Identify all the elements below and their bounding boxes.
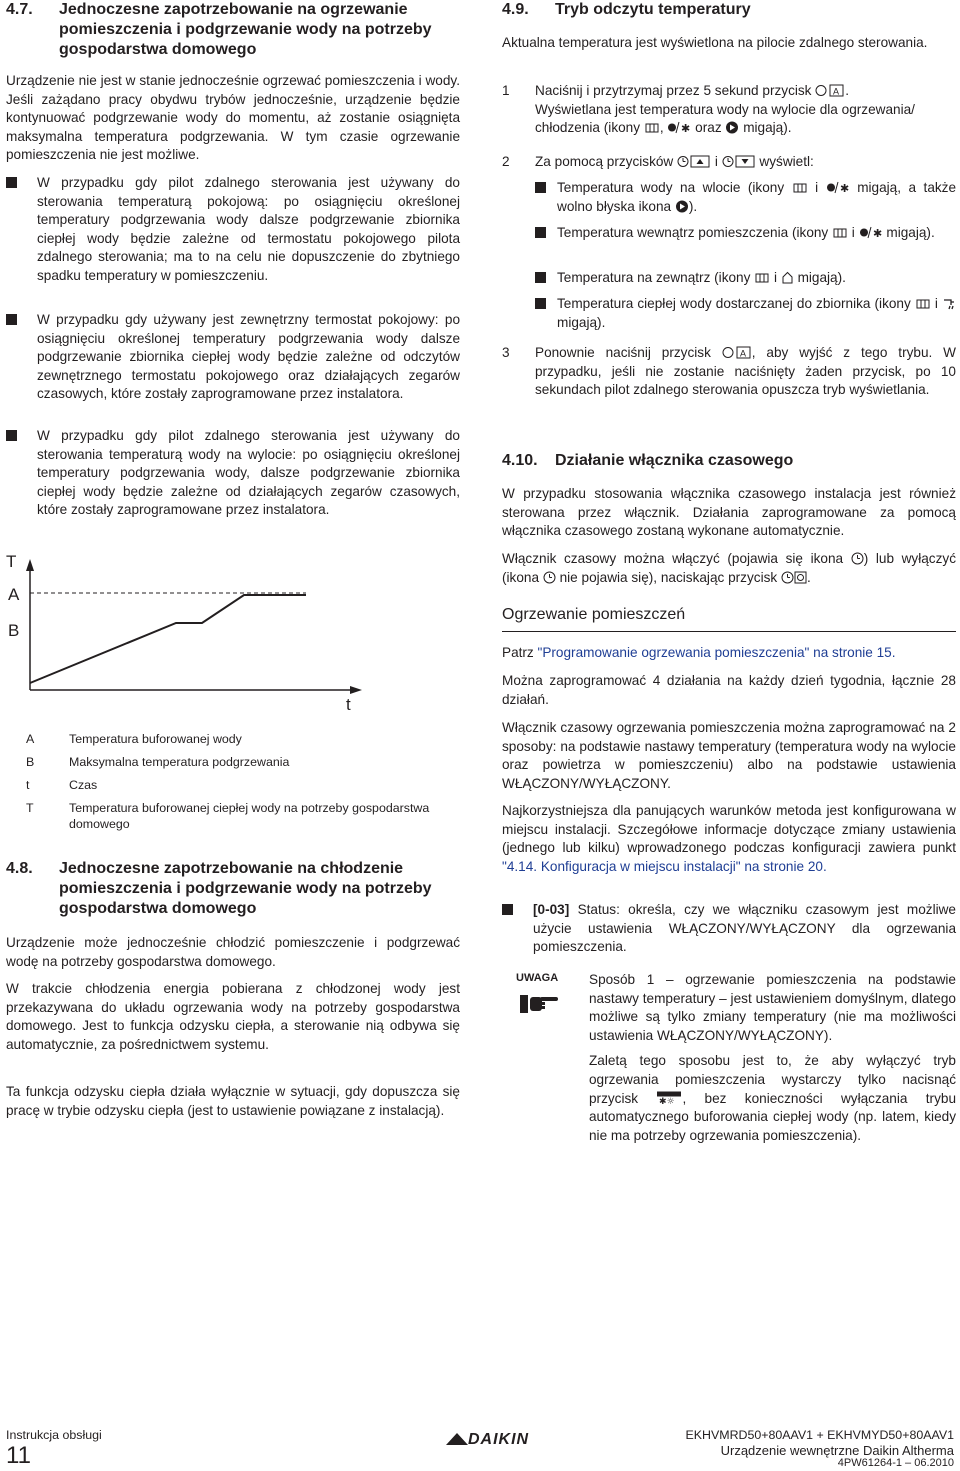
section-title: Działanie włącznika czasowego [555,452,794,469]
section-4-7-heading [6,0,460,60]
read-temperature-button-icon [815,84,845,97]
text-part: migają). [557,314,606,330]
step-text: Naciśnij i przytrzymaj przez 5 sekund przycisk A . Wyświetlana jest temperatura wody na wylocie dla ogrzewania/ chłodzenia (ikony , ✱ oraz migają). [535,83,915,136]
axis-label-t: t [346,695,351,714]
axis-label-B: B [8,621,20,640]
section-4-7-intro: Urządzenie nie jest w stanie jednocześnie ogrzewać pomieszczenia i wody. Jeśli zażądano pracy obydwu trybów jednocześnie, urządzenie będzie kontynuować podgrzewanie wody do momentu, aż zostanie osiągnięta maksymalna temperatura podgrzewania. W tym czasie ogrzewanie pomieszczenia nie jest możliwe. [6,73,460,163]
legend-item [6,754,460,770]
heating-cooling-icon [667,121,691,134]
step-text-part: , aby wyjść z tego trybu. W przypadku, jeśli nie zostanie naciśnięty żaden przycisk, po 10 sekundach pilot zdalnego sterowania opuszcza tryb wyświetlania. [535,345,957,398]
clock-icon [851,552,864,565]
list-item-text [557,269,956,288]
text-part: , bez konieczności wyłączania trybu automatycznego buforowania ciepłej wody (np. latem, kiedy nie ma potrzeby ogrzewania pomieszczenia). [589,1090,956,1143]
list-item-text: W przypadku gdy używany jest zewnętrzny termostat pokojowy: po osiągnięciu określonej temperatury podgrzewania wody dalsze podgrzewanie zbiornika ciepłej wody będzie zależne od odczytów zewnętrznego termostatu pokojowego oraz działających zegarów czasowych, które zostały zaprogramowane przez instalatora. [37,312,460,402]
setting-code: [0-03] [533,902,570,917]
note-label: UWAGA [516,972,559,984]
legend-text: Temperatura buforowanej wody [69,732,242,746]
text-part: i [815,180,819,195]
svg-text:A: A [833,86,840,97]
section-title: Tryb odczytu temperatury [555,1,751,18]
step-number: 2 [502,154,510,169]
clock-icon [543,571,556,584]
list-item [535,179,956,216]
text-part: Status: określa, czy we włączniku czasowym jest możliwe użycie ustawienia WŁĄCZONY/WYŁĄCZONY dla ogrzewania pomieszczenia. [533,902,956,955]
step-text-part: Za pomocą przycisków [535,154,674,169]
step-text-part: wyświetl: [759,154,814,169]
text-part: i [773,270,778,285]
list-item [502,901,956,957]
bullet-icon [535,227,546,238]
text-part: Włącznik czasowy można włączyć (pojawia się ikona [502,551,844,566]
heating-cooling-icon [826,181,850,194]
step-text [535,153,956,172]
axis-label-A: A [8,585,20,604]
list-item [6,427,460,520]
svg-text:✱: ✱ [839,182,849,194]
section-number: 4.9. [502,1,529,18]
play-icon [725,121,739,134]
section-4-10-paragraph [502,802,956,876]
list-item-text: W przypadku gdy pilot zdalnego sterowania jest używany do sterowania temperaturą pokojową: po osiągnięciu określonej temperatury podgrzewania wody dalsze podgrzewanie zbiornika ciepłej wody będzie zależne od termostatu pokojowego pilota zdalnego sterowania; ma to na celu nie dopuszczenie do zbytniego spadku temperatury w pomieszczeniu. [37,175,460,283]
brand-name: DAIKIN [468,1431,530,1448]
timer-button-icon [781,571,807,584]
legend-key: A [26,732,35,746]
bullet-icon [502,904,513,915]
legend-item [6,800,460,832]
radiator-icon [832,226,848,239]
text-part: Patrz [502,645,538,660]
step-1 [502,82,956,138]
bullet-icon [535,182,546,193]
bullet-icon [535,298,546,309]
note-paragraph: Sposób 1 – ogrzewanie pomieszczenia na podstawie nastawy temperatury – jest ustawieniem domyślnym, dlatego możliwe są tylko zmiany temperatury (nie ma możliwości ustawienia WŁĄCZONY/WYŁĄCZONY). [589,972,956,1043]
footer-model: EKHVMRD50+80AAV1 + EKHVMYD50+80AAV1 [685,1428,954,1442]
list-item-text: W przypadku gdy pilot zdalnego sterowania jest używany do sterowania temperaturą wody na wylocie: po osiągnięciu określonej temperatury podgrzewania wody, dalsze podgrzewanie zbiornika ciepłej wody będzie zależne od działających zegarów czasowych, które zostały zaprogramowane przez instalatora. [37,428,460,518]
section-number: 4.7. [6,1,33,18]
note-label-area [502,971,589,1145]
step-text-part: i [714,154,718,169]
legend-text: Czas [69,778,98,792]
step-text-part: Ponownie naciśnij przycisk [535,345,711,360]
text-part: Temperatura wewnątrz pomieszczenia (ikony [557,225,829,240]
legend-item [6,777,460,793]
text-part: Temperatura wody na wlocie (ikony [557,180,785,195]
pointing-hand-icon [518,989,562,1019]
graph-legend [6,731,460,832]
legend-text: Temperatura buforowanej ciepłej wody na potrzeby gospodarstwa domowego [69,801,430,831]
text-part: i [934,296,938,311]
step-3 [502,344,956,400]
note-body [589,971,956,1145]
radiator-icon [754,271,770,284]
text-part: Zaletą tego sposobu jest to, że aby wyłączyć tryb ogrzewania pomieszczenia wystarczy tylko nacisnąć przycisk [589,1053,956,1106]
graph-plot [6,553,366,723]
heating-onoff-button-icon [656,1091,682,1105]
daikin-logo-icon [446,1432,468,1446]
section-4-8-heading [6,859,460,919]
radiator-icon [644,121,660,134]
section-4-10-paragraph: Włącznik czasowy ogrzewania pomieszczenia można zaprogramować na 2 sposoby: na podstawie nastawy temperatury (temperatura wody na wylocie oraz powietrza w pomieszczeniu) albo na podstawie ustawienia WŁĄCZONY/WYŁĄCZONY. [502,720,956,791]
x-axis-arrow-icon [350,686,362,694]
section-title: Jednoczesne zapotrzebowanie na chłodzenie pomieszczenia i podgrzewanie wody na potrzeby gospodarstwa domowego [59,860,432,917]
legend-key: B [26,755,35,769]
list-item-text [557,224,956,243]
section-4-9-intro: Aktualna temperatura jest wyświetlona na pilocie zdalnego sterowania. [502,35,928,50]
text-part: ) lub wyłączyć (ikona [502,551,956,585]
step-2 [502,153,956,172]
svg-text:✱☼: ✱☼ [659,1096,676,1105]
list-item [535,224,956,243]
section-4-10-paragraph: Można zaprogramować 4 działania na każdy dzień tygodnia, łącznie 28 działań. [502,673,956,707]
list-item [6,174,460,286]
bullet-icon [6,314,17,325]
list-item [6,311,460,404]
section-4-9-heading [502,0,956,20]
text-part: migają, a także wolno błyska ikona [557,180,957,214]
programming-link[interactable]: "Programowanie ogrzewania pomieszczenia" na stronie 15. [537,645,896,660]
read-temperature-button-icon [722,346,752,359]
configuration-link[interactable]: "4.14. Konfiguracja w miejscu instalacji" na stronie 20. [502,858,827,874]
footer-description: Urządzenie wewnętrzne Daikin Altherma [720,1443,954,1458]
note-paragraph [589,1052,956,1145]
daikin-logo [446,1431,529,1449]
section-4-8-paragraph: Ta funkcja odzysku ciepła działa wyłącznie w sytuacji, gdy dopuszcza się pracę w trybie odzysku ciepła (jest to ustawienie powiązane z instalacją). [6,1084,460,1118]
svg-text:A: A [739,348,746,359]
heating-cooling-icon [859,226,883,239]
section-4-8-paragraph: W trakcie chłodzenia energia pobierana z chłodzonej wody jest przekazywana do układu ogrzewania wody na potrzeby gospodarstwa domowego. Jest to funkcja odzysku ciepła, a sterowanie nią odbywa się automatycznie, za pośrednictwem systemu. [6,981,460,1052]
svg-text:✱: ✱ [872,227,882,239]
footer-doc-type: Instrukcja obsługi [6,1428,102,1442]
outdoor-house-icon [781,271,794,284]
step-text-part: oraz [695,120,722,136]
radiator-icon [792,181,808,194]
play-icon [675,200,689,213]
section-4-10-paragraph: Włącznik czasowy można włączyć (pojawia się ikona ) lub wyłączyć (ikona nie pojawia się), naciskając przycisk . [502,551,956,585]
section-4-10-heading [502,451,956,471]
radiator-icon [915,297,931,310]
bullet-icon [6,177,17,188]
text-part: nie pojawia się), naciskając przycisk [559,569,778,585]
step-text-part: Naciśnij i przytrzymaj przez 5 sekund przycisk [535,83,812,98]
legend-key: T [26,801,34,815]
section-number: 4.8. [6,860,33,877]
text-part: Temperatura na zewnątrz (ikony [557,270,751,285]
text-part: Temperatura ciepłej wody dostarczanej do zbiornika (ikony [557,296,911,311]
list-item-text [533,901,956,957]
text-part: migają). [886,225,935,240]
reference-paragraph [502,644,956,663]
text-part: migają). [797,270,846,285]
water-temperature-curve [30,595,306,683]
bullet-icon [535,272,546,283]
step-number: 3 [502,345,510,360]
section-4-8-paragraph: Urządzenie może jednocześnie chłodzić pomieszczenie i podgrzewać wodę na potrzeby gospodarstwa domowego. [6,935,460,969]
legend-item [6,731,460,747]
subsection-heading: Ogrzewanie pomieszczeń [502,605,956,632]
section-number: 4.10. [502,452,538,469]
clock-down-button-icon [722,155,756,168]
list-item [535,269,956,288]
list-item-text: Temperatura wody na wlocie (ikony i ✱ migają, a także wolno błyska ikona ). [557,180,957,214]
section-4-10-paragraph: W przypadku stosowania włącznika czasowego instalacja jest również sterowana przez włącznik. Działania zaprogramowane za pomocą włącznika czasowego zostaną wykonane automatycznie. [502,486,956,539]
bullet-icon [6,430,17,441]
note-box [502,971,956,1145]
y-axis-arrow-icon [26,559,34,571]
page-number: 11 [6,1442,31,1469]
list-item [535,295,956,332]
list-item-text [557,295,956,332]
step-text-part: migają). [743,120,792,136]
legend-text: Maksymalna temperatura podgrzewania [69,755,290,769]
footer-code: 4PW61264-1 – 06.2010 [837,1457,954,1469]
axis-label-T: T [6,552,17,571]
tap-water-icon [942,297,956,310]
legend-key: t [26,778,30,792]
svg-text:✱: ✱ [681,122,691,135]
clock-up-button-icon [677,155,711,168]
section-title: Jednoczesne zapotrzebowanie na ogrzewanie pomieszczenia i podgrzewanie wody na potrzeby gospodarstwa domowego [59,1,432,58]
text-part: i [851,225,855,240]
text-part: Najkorzystniejsza dla panujących warunków metoda jest konfigurowana w miejscu instalacji. Szczegółowe informacje dotyczące zmiany ustawienia (jednego lub kilku) wprowadzonego podczas konfiguracji zawiera punkt [502,803,956,856]
temperature-graph [6,553,460,723]
step-text [535,344,956,400]
step-text-part: Wyświetlana jest temperatura wody na wylocie dla ogrzewania/ chłodzenia (ikony [535,101,915,136]
step-number: 1 [502,83,510,98]
